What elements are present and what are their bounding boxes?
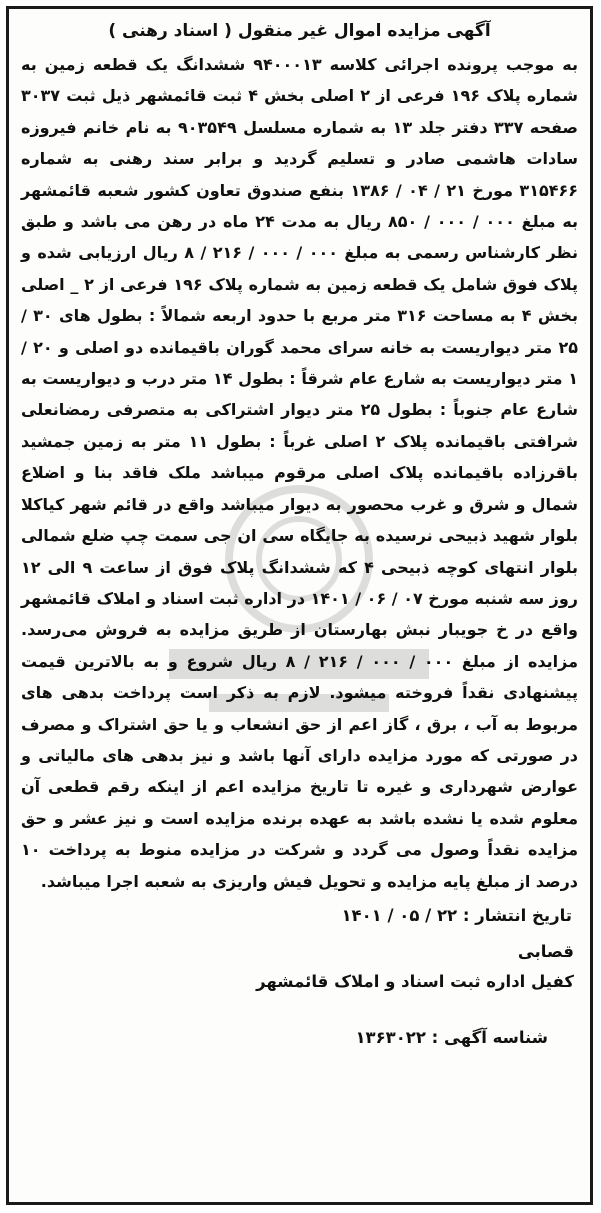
notice-body: به موجب پرونده اجرائی کلاسه ۹۴۰۰۰۱۳ ششدانگ یک قطعه زمین به شماره پلاک ۱۹۶ فرعی از ۲ اصلی بخش ۴ ثبت قائمشهر ذیل ثبت ۳۰۳۷ صفحه ۳۳۷ دفتر جلد ۱۳ به شماره مسلسل ۹۰۳۵۴۹ به نام خانم فیروزه سادات هاشمی صادر و تسلیم گردید و برابر سند رهنی به شماره ۳۱۵۴۶۶ مورخ ۲۱ / ۰۴ / ۱۳۸۶ بنفع صندوق تعاون کشور شعبه قائمشهر به مبلغ ۰۰۰ / ۰۰۰ / ۸۵۰ ریال به مدت ۲۴ ماه در رهن می باشد و طبق نظر کارشناس رسمی به مبلغ ۰۰۰ / ۰۰۰ / ۲۱۶ / ۸ ریال ارزیابی شده و پلاک فوق شامل یک قطعه زمین به شماره پلاک ۱۹۶ فرعی از ۲ _ اصلی بخش ۴ به مساحت ۳۱۶ متر مربع با حدود اربعه شمالاً : بطول های ۳۰ / ۲۵ متر دیواریست به خانه سرای محمد گوران باقیمانده دو اصلی و ۲۰ / ۱ متر دیواریست به شارع عام شرقاً : بطول ۱۴ متر درب و دیواریست به شارع عام جنوباً : بطول ۲۵ متر دیوار اشتراکی به متصرفی رمضانعلی شرافتی باقیمانده پلاک ۲ اصلی غرباً : بطول ۱۱ متر به زمین جمشید باقرزاده باقیمانده پلاک اصلی مرقوم میباشد ملک فاقد بنا و اضلاع شمال و شرق و غرب محصور به دیوار میباشد واقع در قائم شهر کیاکلا بلوار شهید ذبیحی نرسیده به جایگاه سی ان جی سمت چپ ضلع شمالی بلوار انتهای کوچه ذبیحی ۴ که ششدانگ پلاک فوق از ساعت ۹ الی ۱۲ روز سه شنبه مورخ ۰۷ / ۰۶ / ۱۴۰۱ در اداره ثبت اسناد و املاک قائمشهر واقع در خ جویبار نبش بهارستان از طریق مزایده به فروش می‌رسد. مزایده از مبلغ ۰۰۰ / ۰۰۰ / ۲۱۶ / ۸ ریال شروع و به بالاترین قیمت پیشنهادی نقداً فروخته میشود. لازم به ذکر است پرداخت بدهی های مربوط به آب ، برق ، گاز اعم از حق انشعاب و یا حق اشتراک و مصرف در صورتی که مورد مزایده دارای آنها باشد و نیز بدهی های مالیاتی و عوارض شهرداری و غیره تا تاریخ مزایده اعم از اینکه رقم قطعی آن معلوم شده یا نشده باشد به عهده برنده مزایده است و نیز عشر و حق مزایده نقداً وصول می گردد و شرکت در مزایده منوط به پرداخت ۱۰ درصد از مبلغ پایه مزایده و تحویل فیش واریزی به شعبه اجرا میباشد.: [21, 55, 579, 891]
publish-date: تاریخ انتشار : ۲۲ / ۰۵ / ۱۴۰۱: [341, 905, 572, 925]
notice-id: شناسه آگهی : ۱۳۶۳۰۲۲: [355, 1027, 548, 1047]
auction-notice: [6, 6, 593, 1205]
notice-title: آگهی مزایده اموال غیر منقول ( اسناد رهنی ): [108, 21, 491, 41]
signer-name: قصابی: [517, 941, 574, 961]
signer-title: کفیل اداره ثبت اسناد و املاک قائمشهر: [256, 971, 574, 991]
